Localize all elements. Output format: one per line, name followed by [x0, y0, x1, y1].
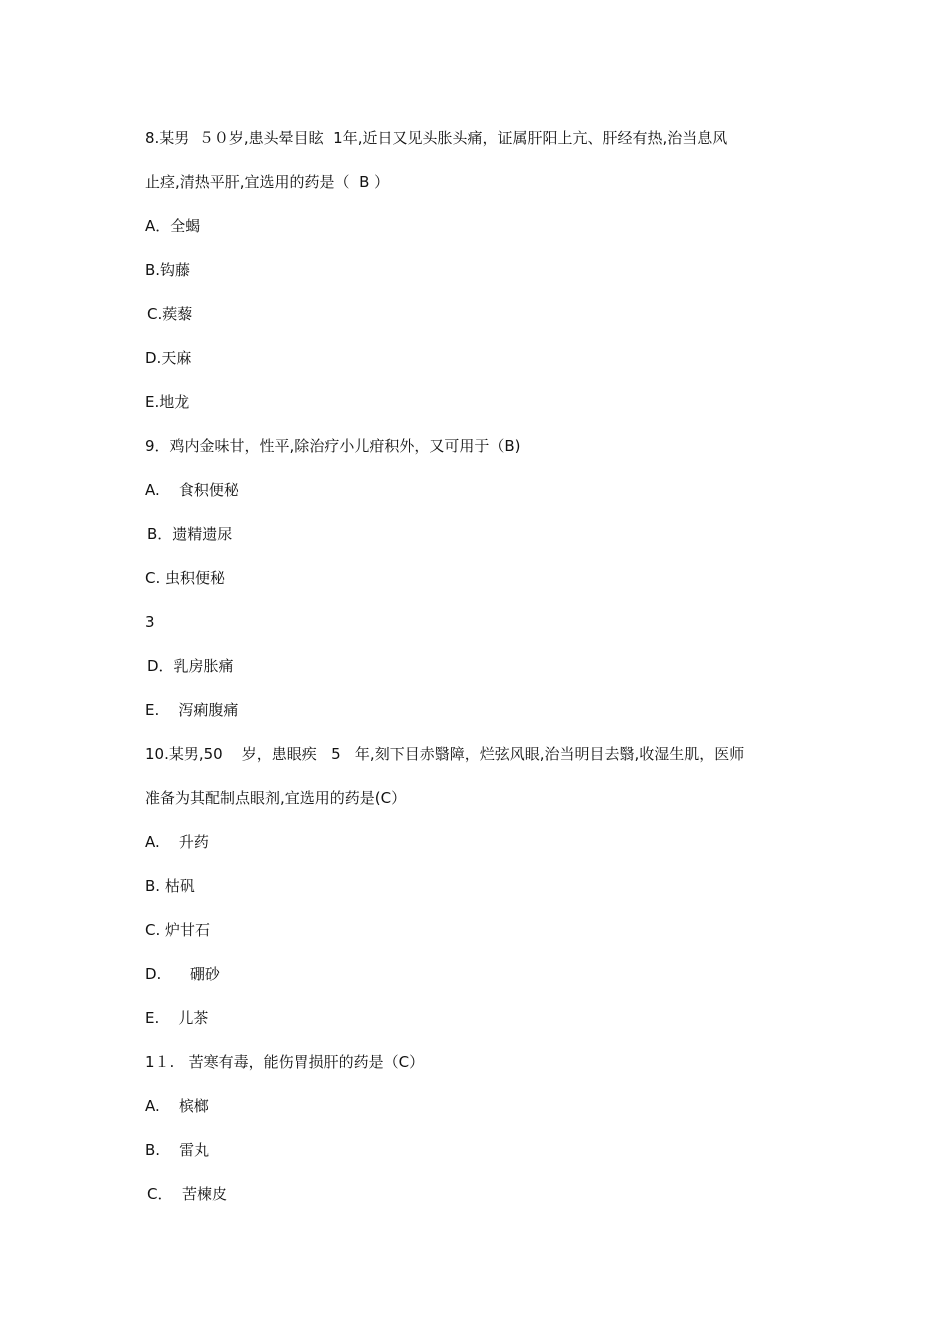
question-11-option-b: B. 雷丸 [145, 1141, 210, 1159]
question-9-option-e: E. 泻痢腹痛 [145, 701, 239, 719]
question-10-option-d: D. 硼砂 [145, 965, 220, 983]
question-10-stem-line-1: 10.某男,50 岁，患眼疾 5 年,刻下目赤翳障，烂弦风眼,治当明目去翳,收湿生肌，医师 [145, 745, 745, 763]
question-9-option-d: D．乳房胀痛 [147, 657, 234, 675]
question-10-stem-line-2: 准备为其配制点眼剂,宜选用的药是(C） [145, 789, 407, 807]
question-9-option-a: A. 食积便秘 [145, 481, 239, 499]
question-9-option-c: C. 虫积便秘 [145, 569, 226, 587]
page-number: 3 [145, 613, 155, 631]
question-11-stem: 1１. 苦寒有毒，能伤胃损肝的药是（C） [145, 1053, 425, 1071]
question-10-option-e: E. 儿茶 [145, 1009, 209, 1027]
question-8-option-c: C.蒺藜 [147, 305, 193, 323]
question-8-option-d: D.天麻 [145, 349, 192, 367]
question-11-option-a: A. 槟榔 [145, 1097, 209, 1115]
question-8-stem-line-2: 止痉,清热平肝,宜选用的药是（ B ） [145, 173, 390, 191]
question-9-option-b: B．遗精遗尿 [147, 525, 233, 543]
question-10-option-b: B. 枯矾 [145, 877, 195, 895]
question-10-option-a: A. 升药 [145, 833, 209, 851]
question-11-option-c: C． 苦楝皮 [147, 1185, 228, 1203]
question-8-option-b: B.钩藤 [145, 261, 191, 279]
question-8-option-a: A．全蝎 [145, 217, 201, 235]
question-8-stem-line-1: 8.某男 ５０岁,患头晕目眩 1年,近日又见头胀头痛，证属肝阳上亢、肝经有热,治当息风 [145, 129, 728, 147]
question-10-option-c: C. 炉甘石 [145, 921, 211, 939]
question-8-option-e: E.地龙 [145, 393, 190, 411]
question-9-stem: 9．鸡内金味甘，性平,除治疗小儿疳积外，又可用于（B) [145, 437, 521, 455]
